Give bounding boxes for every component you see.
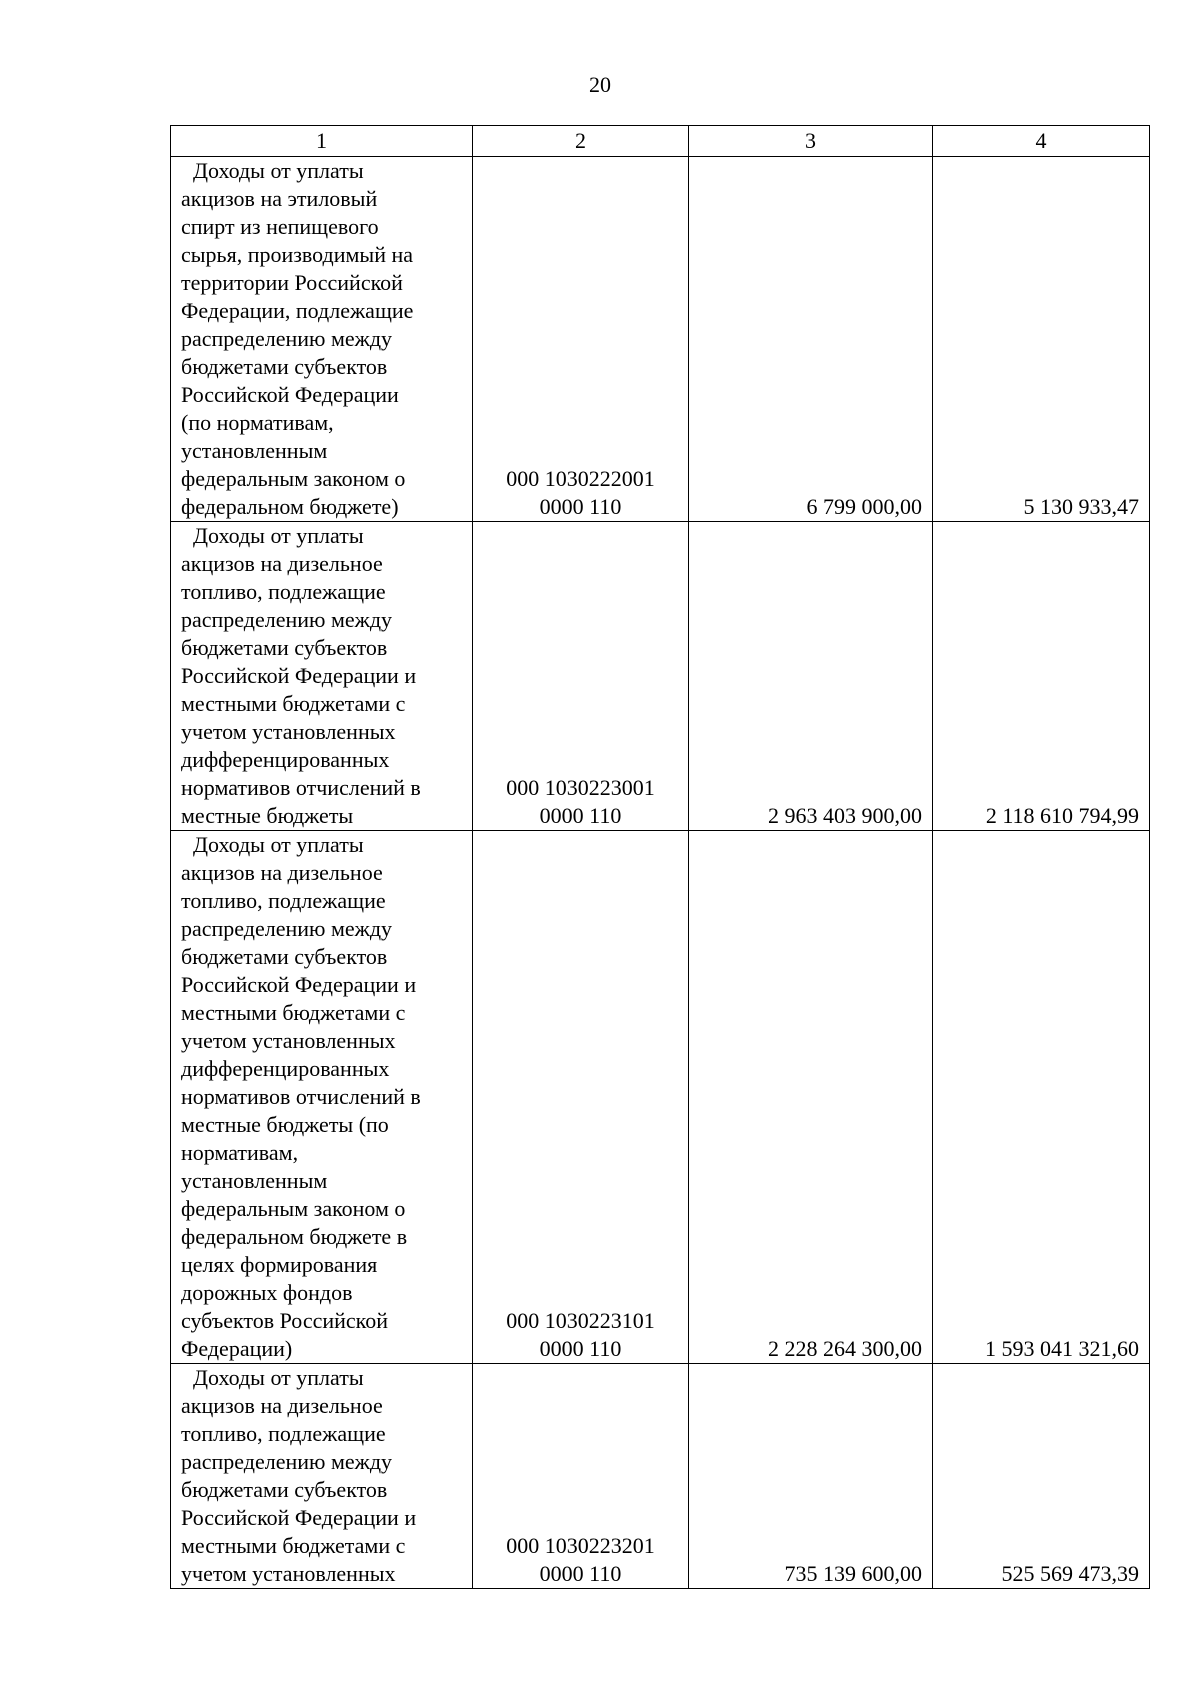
row-name-text: Доходы от уплаты акцизов на дизельное топливо, подлежащие распределению между бюджетами субъектов Российской Федерации и местными бюджетами с учетом установленных: [181, 1365, 417, 1586]
row-name-text: Доходы от уплаты акцизов на дизельное топливо, подлежащие распределению между бюджетами субъектов Российской Федерации и местными бюджетами с учетом установленных дифференцированных нормативов отчислений в местные бюджеты (по нормативам, установленным федеральным законом о федеральном бюджете в целях формирования дорожных фондов субъектов Российской Федерации): [181, 832, 421, 1361]
row-name: [171, 522, 473, 831]
row-name-text: Доходы от уплаты акцизов на этиловый спирт из непищевого сырья, производимый на территории Российской Федерации, подлежащие распределению между бюджетами субъектов Российской Федерации (по нормативам, установленным федеральным законом о федеральном бюджете): [181, 158, 414, 519]
column-header-1: 1: [171, 126, 473, 157]
row-actual-amount: 525 569 473,39: [933, 1364, 1150, 1589]
row-actual-amount: 5 130 933,47: [933, 157, 1150, 522]
row-code: 000 1030223201 0000 110: [473, 1364, 689, 1589]
revenue-table: [170, 125, 1150, 1589]
row-code: 000 1030222001 0000 110: [473, 157, 689, 522]
row-code: 000 1030223101 0000 110: [473, 831, 689, 1364]
row-plan-amount: 735 139 600,00: [689, 1364, 933, 1589]
row-plan-amount: 2 228 264 300,00: [689, 831, 933, 1364]
table-row: [171, 157, 1150, 522]
column-header-2: 2: [473, 126, 689, 157]
page-number: 20: [589, 72, 611, 97]
row-code: 000 1030223001 0000 110: [473, 522, 689, 831]
column-header-3: 3: [689, 126, 933, 157]
row-name: [171, 157, 473, 522]
row-plan-amount: 6 799 000,00: [689, 157, 933, 522]
column-header-4: 4: [933, 126, 1150, 157]
row-actual-amount: 2 118 610 794,99: [933, 522, 1150, 831]
table-row: [171, 522, 1150, 831]
row-name-text: Доходы от уплаты акцизов на дизельное топливо, подлежащие распределению между бюджетами субъектов Российской Федерации и местными бюджетами с учетом установленных дифференцированных нормативов отчислений в местные бюджеты: [181, 523, 421, 828]
table-row: [171, 831, 1150, 1364]
table-row: [171, 1364, 1150, 1589]
row-actual-amount: 1 593 041 321,60: [933, 831, 1150, 1364]
row-plan-amount: 2 963 403 900,00: [689, 522, 933, 831]
table-header-row: [171, 126, 1150, 157]
row-name: [171, 831, 473, 1364]
row-name: [171, 1364, 473, 1589]
